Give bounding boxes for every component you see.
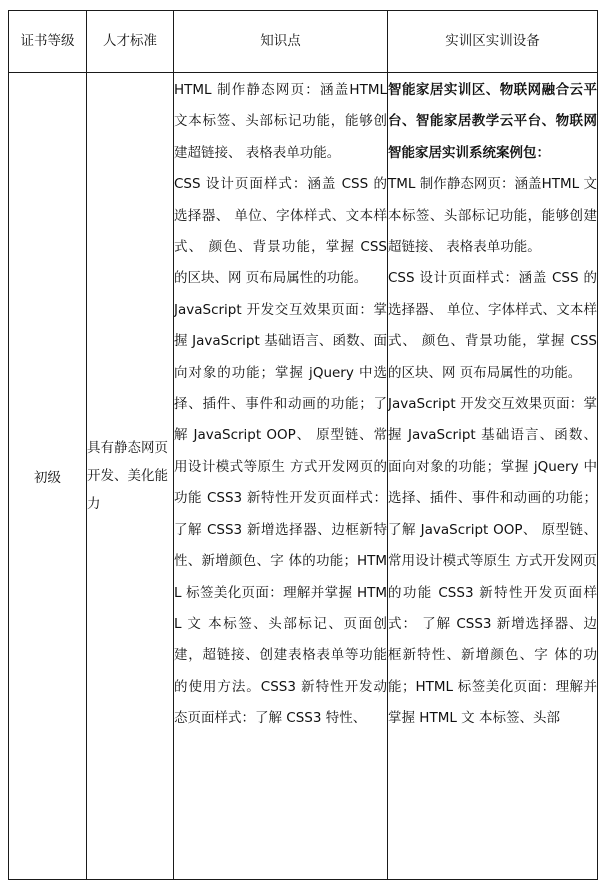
standard-cell: 具有静态网页开发、美化能力	[87, 73, 174, 880]
table-row	[9, 73, 598, 880]
header-knowledge: 知识点	[174, 11, 388, 73]
knowledge-js-paragraph: JavaScript 开发交互效果页面：掌握 JavaScript 基础语言、函数、面向对象的功能；掌握 jQuery 中选择、插件、事件和动画的功能；了解 JavaScript OOP、 原型链、常用设计模式等原生 方式开发网页的功能 CSS3 新特性开发页面样式： 了解 CSS3 新增选择器、边框新特性、新增颜色、字 体的功能；HTML 标签美化页面：理解并掌握 HTML 文 本标签、头部标记、页面创建，超链接、创建表格表单等功能的使用方法。CSS3 新特性开发动态页面样式：了解 CSS3 特性、	[174, 301, 387, 727]
header-level: 证书等级	[9, 11, 87, 73]
equipment-js-paragraph: JavaScript 开发交互效果页面：掌握 JavaScript 基础语言、函数、面向对象的功能；掌握 jQuery 中选择、插件、事件和动画的功能；了解 JavaScript OOP、 原型链、常用设计模式等原生 方式开发网页的功能 CSS3 新特性开发页面样式： 了解 CSS3 新增选择器、边框新特性、新增颜色、字 体的功能；HTML 标签美化页面：理解并掌握 HTML 文 本标签、头部	[388, 396, 597, 727]
equipment-html-paragraph: TML 制作静态网页：涵盖HTML 文本标签、头部标记功能，能够创建超链接、 表格表单功能。	[388, 176, 597, 256]
knowledge-cell	[174, 73, 388, 880]
equipment-css-paragraph: CSS 设计页面样式：涵盖 CSS 的选择器、 单位、字体样式、文本样式、 颜色、背景功能，掌握 CSS 的区块、网 页布局属性的功能。	[388, 270, 597, 381]
certificate-standards-table	[8, 10, 598, 880]
knowledge-css-paragraph: CSS 设计页面样式：涵盖 CSS 的选择器、 单位、字体样式、文本样式、 颜色、背景功能，掌握 CSS 的区块、网 页布局属性的功能。	[174, 176, 387, 287]
header-equipment: 实训区实训设备	[388, 11, 598, 73]
level-cell: 初级	[9, 73, 87, 880]
header-standard: 人才标准	[87, 11, 174, 73]
equipment-title-paragraph: 智能家居实训区、物联网融合云平台、智能家居教学云平台、物联网智能家居实训系统案例包：	[388, 82, 597, 161]
header-row	[9, 11, 598, 73]
knowledge-html-paragraph: HTML 制作静态网页：涵盖HTML 文本标签、头部标记功能，能够创建超链接、 表格表单功能。	[174, 82, 387, 161]
equipment-cell	[388, 73, 598, 880]
